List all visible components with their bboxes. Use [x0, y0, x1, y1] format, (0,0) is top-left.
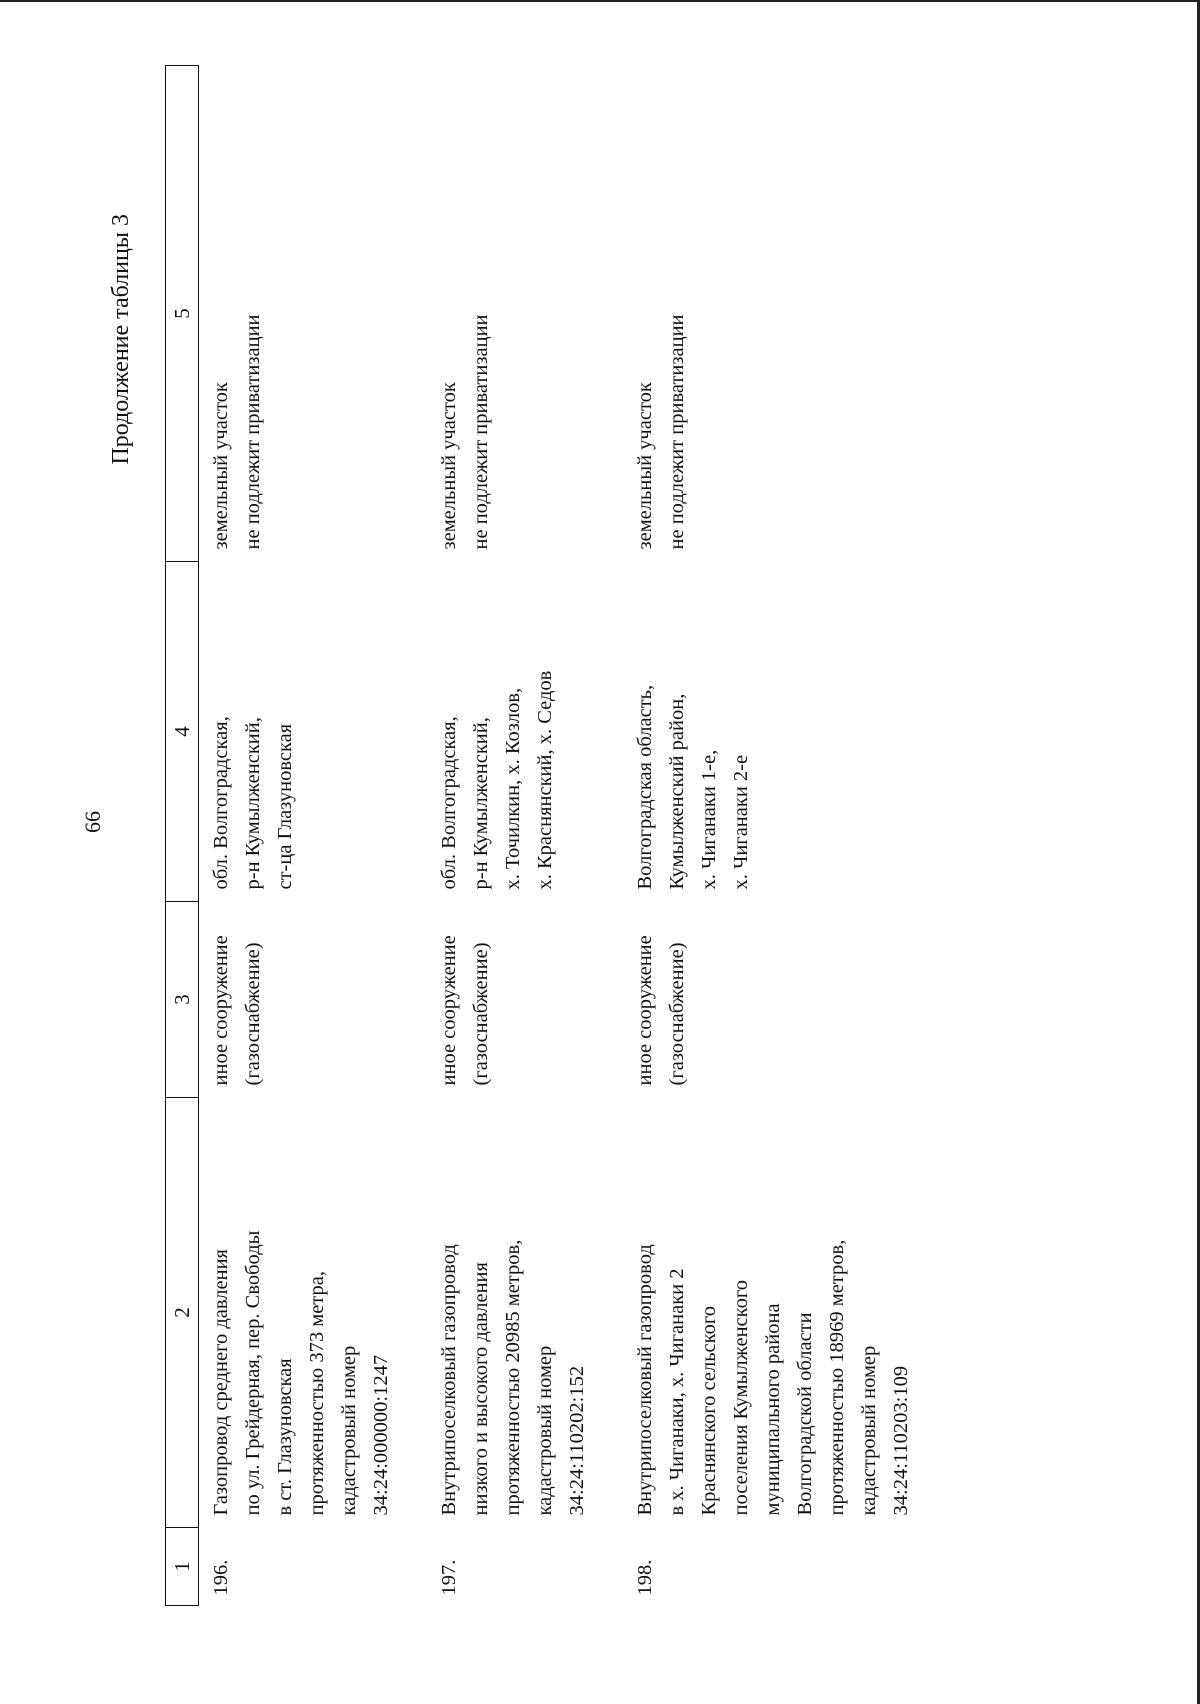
object-note: земельный участок не подлежит приватизации — [210, 314, 264, 550]
header-col-3: 3 — [166, 902, 199, 1098]
object-note: земельный участок не подлежит приватизации — [634, 314, 688, 550]
object-type: иное сооружение (газоснабжение) — [634, 935, 688, 1086]
object-address: Волгоградская область, Кумылженский район, х. Чиганаки 1-е, х. Чиганаки 2-е — [634, 684, 752, 890]
header-col-5: 5 — [166, 66, 199, 562]
object-type: иное сооружение (газоснабжение) — [438, 935, 492, 1086]
page-number: 66 — [80, 811, 105, 833]
table-row — [199, 66, 428, 1606]
property-table — [165, 65, 947, 1606]
object-name: Внутрипоселковый газопровод в х. Чиганаки, х. Чиганаки 2 Краснянского сельского поселения Кумылженского муниципального района Волгоградской области протяженностью 18969 метров, кадастровый номер 34:24:110203:109 — [634, 1239, 912, 1516]
header-col-1: 1 — [166, 1528, 199, 1606]
row-number: 198. — [634, 1559, 656, 1596]
table-continuation-caption: Продолжение таблицы 3 — [108, 214, 134, 465]
object-name: Внутрипоселковый газопровод низкого и высокого давления протяженностью 20985 метров, кадастровый номер 34:24:110202:152 — [438, 1239, 588, 1516]
row-number: 197. — [438, 1559, 460, 1596]
header-col-2: 2 — [166, 1098, 199, 1528]
header-row — [166, 66, 199, 1606]
object-address: обл. Волгоградская, р-н Кумылженский, ст-ца Глазуновская — [210, 716, 296, 890]
row-number: 196. — [210, 1559, 232, 1596]
object-note: земельный участок не подлежит приватизации — [438, 314, 492, 550]
object-address: обл. Волгоградская, р-н Кумылженский, х. Точилкин, х. Козлов, х. Краснянский, х. Седов — [438, 670, 556, 890]
table-row — [623, 66, 947, 1606]
object-name: Газопровод среднего давления по ул. Грейдерная, пер. Свободы в ст. Глазуновская протяженностью 373 метра, кадастровый номер 34:24:000000:1247 — [210, 1230, 392, 1516]
object-type: иное сооружение (газоснабжение) — [210, 935, 264, 1086]
table-row — [427, 66, 623, 1606]
header-col-4: 4 — [166, 562, 199, 902]
